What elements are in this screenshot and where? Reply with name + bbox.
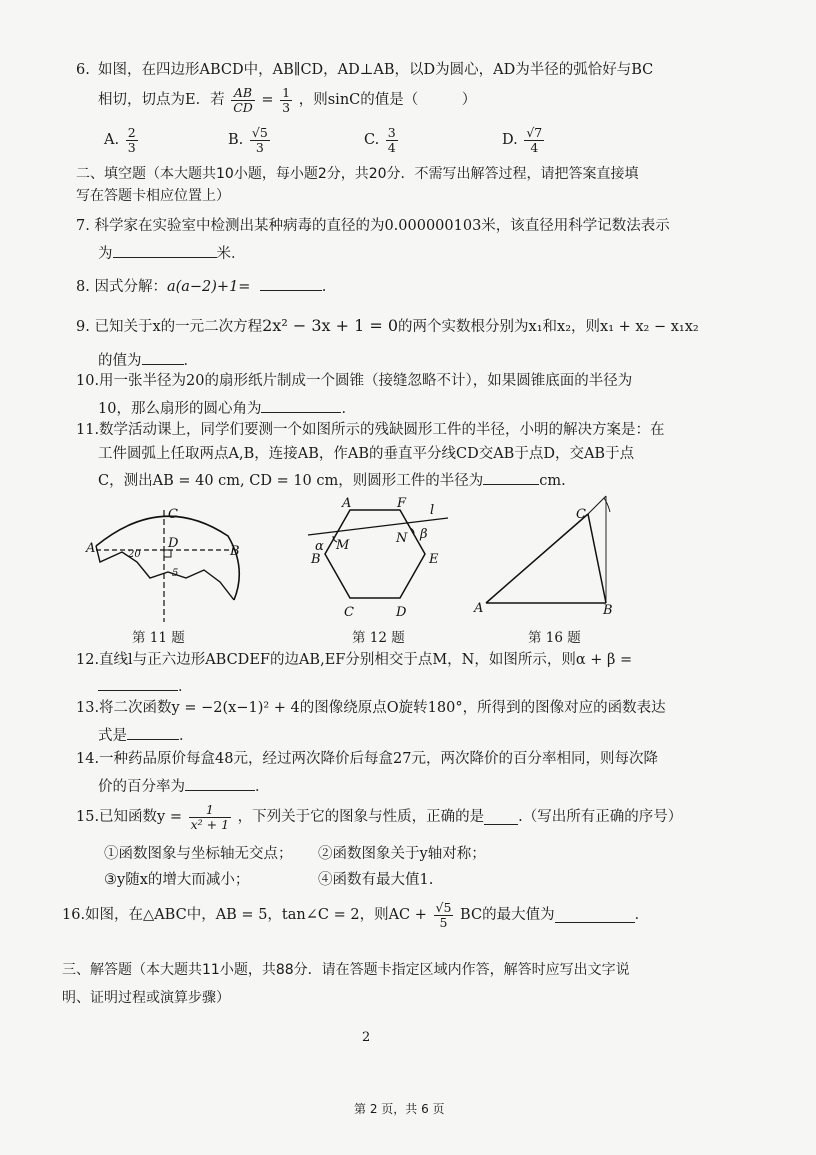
q11-answer-blank[interactable] xyxy=(483,470,539,485)
fig11-arc xyxy=(96,516,239,600)
q15-answer-blank[interactable] xyxy=(484,810,518,825)
q10-answer-blank[interactable] xyxy=(261,398,341,413)
q13-line2: 式是 ． xyxy=(98,725,194,745)
fig11-label-b: B xyxy=(230,544,240,559)
fig11-caption: 第 11 题 xyxy=(132,630,185,646)
q14-line1: 14.一种药品原价每盒48元，经过两次降价后每盒27元，两次降价的百分率相同，则每次降 xyxy=(76,751,658,767)
fig16-caption: 第 16 题 xyxy=(528,630,581,646)
fig11-right-angle xyxy=(164,550,171,557)
q6-option-d: D. $\frac{√7}{4}$ xyxy=(502,125,543,156)
figure-16 xyxy=(472,488,622,618)
q16-fraction: $\frac{√5}{5}$ xyxy=(435,900,452,931)
fig16-label-c: C xyxy=(576,507,586,522)
fig16-ext-1 xyxy=(588,496,606,514)
q8-line: 8. 因式分解：a(a−2)+1= . xyxy=(76,276,326,296)
q15-option-4: ④函数有最大值1. xyxy=(318,872,434,888)
section3-heading-1: 三、解答题（本大题共11小题，共88分．请在答题卡指定区域内作答，解答时应写出文字说 xyxy=(62,962,630,978)
q13-line1: 13.将二次函数y = −2(x−1)² + 4的图像绕原点O旋转180°，所得到的图像对应的函数表达 xyxy=(76,700,666,716)
fig12-label-l: l xyxy=(430,503,435,518)
fig11-label-c: C xyxy=(168,507,178,522)
page-footer: 第 2 页，共 6 页 xyxy=(354,1102,445,1116)
q12-line1: 12.直线l与正六边形ABCDEF的边AB,EF分别相交于点M，N，如图所示，则α + β = xyxy=(76,652,633,668)
q6-option-b: B. $\frac{√5}{3}$ xyxy=(228,125,268,156)
q11-line3: C，测出AB = 40 cm, CD = 10 cm，则圆形工件的半径为 cm. xyxy=(98,470,566,490)
section2-heading-2: 写在答题卡相应位置上） xyxy=(76,188,230,204)
fig12-caption: 第 12 题 xyxy=(352,630,405,646)
q6-text-1: 如图，在四边形ABCD中，AB∥CD，AD⊥AB，以D为圆心，AD为半径的弧恰好与BC xyxy=(98,62,654,78)
q6-number: 6. xyxy=(76,62,90,78)
fig12-label-e: E xyxy=(429,552,439,567)
q14-answer-blank[interactable] xyxy=(185,776,255,791)
q11-line2: 工件圆弧上任取两点A,B，连接AB，作AB的垂直平分线CD交AB于点D，交AB于点 xyxy=(98,446,635,462)
q6-ratio-value: $\frac{1}{3}$ xyxy=(282,85,291,116)
q12-line2: ． xyxy=(98,676,193,696)
q6-option-c: C. $\frac{3}{4}$ xyxy=(364,125,396,156)
fig11-broken-edge xyxy=(96,546,234,600)
page-number: 2 xyxy=(362,1030,371,1045)
q15-fraction: $\frac{1}{\text{x² + 1}}$ xyxy=(190,802,230,833)
fig12-label-d: D xyxy=(396,605,407,620)
fig16-label-b: B xyxy=(603,603,613,618)
q7-answer-blank[interactable] xyxy=(113,243,217,258)
q8-answer-blank[interactable] xyxy=(260,276,322,291)
q10-line2: 10，那么扇形的圆心角为 ． xyxy=(98,398,356,418)
fig16-side-ac xyxy=(486,514,588,603)
q16-answer-blank[interactable] xyxy=(555,908,635,923)
fig12-label-a: A xyxy=(342,496,352,511)
q11-line1: 11.数学活动课上，同学们要测一个如图所示的残缺圆形工件的半径，小明的解决方案是：在 xyxy=(76,422,665,438)
fig12-label-f: F xyxy=(397,496,407,511)
fig12-label-n: N xyxy=(396,531,408,546)
q15-line1: 15.已知函数y = $\frac{1}{\text{x² + 1}}$ ，下列关于它的图象与性质，正确的是 .（写出所有正确的序号） xyxy=(76,802,683,833)
q7-line2: 为 米． xyxy=(98,243,246,263)
q7-line1: 7. 科学家在实验室中检测出某种病毒的直径的为0.000000103米，该直径用科学记数法表示 xyxy=(76,218,670,234)
section3-heading-2: 明、证明过程或演算步骤） xyxy=(62,990,230,1006)
fig12-label-m: M xyxy=(336,538,350,553)
q13-answer-blank[interactable] xyxy=(127,725,179,740)
q15-option-1: ①函数图象与坐标轴无交点； xyxy=(104,846,293,862)
q9-answer-blank[interactable] xyxy=(142,350,184,365)
fig12-label-beta: β xyxy=(420,527,428,542)
q15-option-3: ③y随x的增大而减小； xyxy=(104,872,250,888)
fig16-ext-3 xyxy=(604,498,610,512)
fig11-label-5: 5 xyxy=(172,568,179,579)
q14-line2: 价的百分率为 ． xyxy=(98,776,270,796)
fig12-label-c: C xyxy=(344,605,354,620)
q6-text-2a: 相切，切点为E．若 xyxy=(98,92,225,109)
fig11-label-d: D xyxy=(168,536,179,551)
fig12-label-alpha: α xyxy=(315,539,324,554)
q9-equation: 2x² − 3x + 1 = 0 xyxy=(262,316,399,335)
q10-line1: 10.用一张半径为20的扇形纸片制成一个圆锥（接缝忽略不计），如果圆锥底面的半径为 xyxy=(76,373,633,389)
q6-option-a: A. $\frac{2}{3}$ xyxy=(104,125,136,156)
q9-line1: 9. 已知关于x的一元二次方程2x² − 3x + 1 = 0的两个实数根分别为x₁和x₂，则x₁ + x₂ − x₁x₂ xyxy=(76,316,699,335)
q9-line2: 的值为 ． xyxy=(98,350,198,370)
q15-option-2: ②函数图象关于y轴对称； xyxy=(318,846,486,862)
q6-options xyxy=(104,126,546,156)
section2-heading-1: 二、填空题（本大题共10小题，每小题2分，共20分．不需写出解答过程，请把答案直接填 xyxy=(76,166,639,182)
q6-text-2b: ，则sinC的值是（ ） xyxy=(298,92,477,109)
fig11-label-a: A xyxy=(86,541,96,556)
fig12-label-b: B xyxy=(311,552,321,567)
q6-line1 xyxy=(76,62,653,79)
figure-12 xyxy=(300,492,460,622)
q6-line2: 相切，切点为E．若 $\frac{AB}{CD}$ = $\frac{1}{3}$ ，则sinC的值是（ ） xyxy=(98,85,477,116)
q16-line: 16.如图，在△ABC中，AB = 5，tan∠C = 2，则AC + $\frac{√5}{5}$ BC的最大值为 ． xyxy=(62,900,650,931)
q6-ratio-fraction: $\frac{AB}{CD}$ xyxy=(233,85,253,116)
figure-11 xyxy=(82,500,252,625)
q12-answer-blank[interactable] xyxy=(98,676,178,691)
fig16-label-a: A xyxy=(474,601,484,616)
fig16-side-bc xyxy=(588,514,606,603)
fig11-label-20: 20 xyxy=(128,549,141,560)
